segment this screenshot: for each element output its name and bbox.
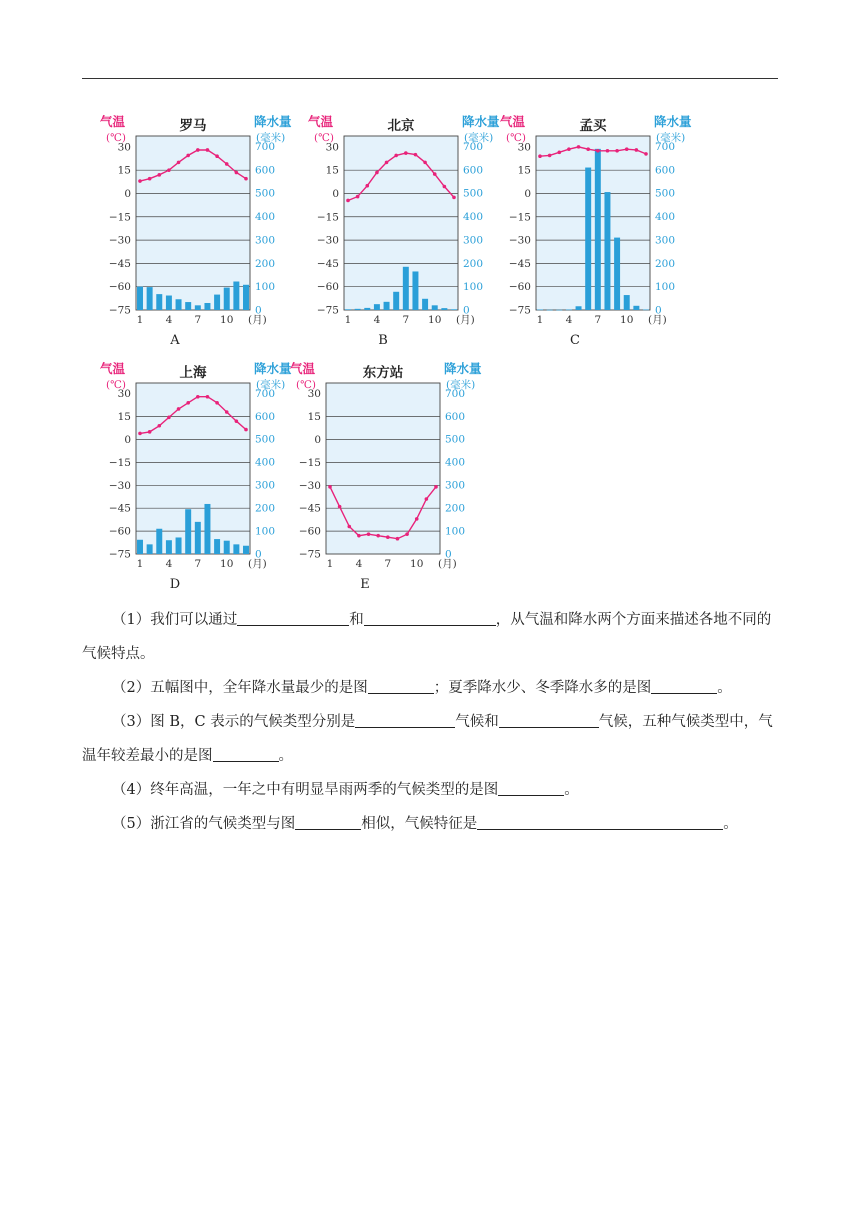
temp-tick-label: 0 [124, 433, 131, 446]
precip-tick-label: 600 [255, 164, 276, 177]
temp-tick-label: −30 [316, 234, 339, 247]
precip-bar [393, 292, 399, 310]
temp-point [596, 149, 600, 153]
question-text: （2）五幅图中，全年降水量最少的是图 [112, 680, 368, 696]
precip-bar [432, 305, 438, 310]
temp-point [328, 485, 332, 489]
temp-point [405, 532, 409, 536]
precip-bar [166, 540, 172, 554]
climate-chart-shanghai [100, 356, 305, 592]
month-unit-label: (月) [438, 558, 457, 570]
precip-tick-label: 700 [463, 141, 484, 154]
precip-bar [147, 287, 153, 310]
temp-tick-label: −15 [316, 211, 339, 224]
temp-tick-label: 15 [307, 411, 321, 424]
plot-panel [536, 136, 650, 310]
precip-tick-label: 300 [655, 234, 676, 247]
month-tick-label: 4 [355, 558, 363, 570]
answer-blank[interactable] [477, 811, 723, 830]
chart-title: 北京 [387, 118, 415, 134]
plot-panel [136, 383, 250, 554]
temp-tick-label: 0 [124, 187, 131, 200]
temp-point [376, 534, 380, 538]
answer-blank[interactable] [364, 607, 496, 626]
precip-tick-label: 400 [463, 211, 484, 224]
precip-tick-label: 600 [463, 164, 484, 177]
precip-tick-label: 700 [255, 141, 276, 154]
temp-point [606, 149, 610, 153]
precip-tick-label: 400 [445, 456, 466, 469]
question-4 [82, 773, 780, 807]
precip-bar [156, 529, 162, 554]
temp-point [167, 168, 171, 172]
climate-chart-mumbai [500, 106, 705, 351]
precip-bar [147, 544, 153, 554]
question-3 [82, 705, 780, 773]
question-text: 气候和 [455, 714, 499, 730]
month-tick-label: 7 [384, 558, 392, 570]
month-tick-label: 4 [165, 558, 173, 570]
temp-point [244, 177, 248, 181]
chart-caption: D [169, 577, 181, 592]
temp-tick-label: 30 [325, 141, 339, 154]
temp-point [615, 149, 619, 153]
temp-point [635, 148, 639, 152]
temp-tick-label: −75 [316, 304, 339, 317]
precip-bar [604, 192, 610, 310]
precip-bar [441, 308, 447, 310]
temp-tick-label: −75 [508, 304, 531, 317]
precip-bar [185, 302, 191, 310]
temp-point [215, 154, 219, 158]
temp-point [186, 401, 190, 405]
precip-bar [214, 539, 220, 554]
precip-bar [137, 540, 143, 554]
precip-tick-label: 0 [655, 304, 662, 317]
temp-point [138, 179, 142, 183]
precip-tick-label: 100 [255, 281, 276, 294]
temp-point [346, 199, 350, 203]
climate-chart-beijing [308, 106, 513, 351]
temp-tick-label: −60 [108, 525, 131, 538]
precip-bar [176, 537, 182, 554]
temp-point [196, 395, 200, 399]
temp-point [347, 525, 351, 529]
temp-tick-label: −60 [298, 525, 321, 538]
month-tick-label: 7 [402, 314, 410, 326]
precip-bar [364, 308, 370, 310]
temp-tick-label: −30 [108, 479, 131, 492]
precip-bar [224, 288, 230, 310]
question-list [82, 603, 780, 841]
temp-tick-label: −60 [508, 281, 531, 294]
chart-title: 东方站 [362, 365, 404, 381]
precip-tick-label: 400 [255, 211, 276, 224]
month-tick-label: 1 [136, 314, 144, 326]
temp-tick-label: −30 [298, 479, 321, 492]
temp-point [394, 154, 398, 158]
temp-tick-label: −45 [108, 502, 131, 515]
temp-point [356, 195, 360, 199]
precip-tick-label: 0 [255, 304, 262, 317]
temp-tick-label: −30 [508, 234, 531, 247]
temp-point [235, 419, 239, 423]
precip-bar [204, 504, 210, 554]
question-1 [82, 603, 780, 671]
precip-bar [412, 271, 418, 310]
temp-tick-label: 0 [314, 433, 321, 446]
precip-tick-label: 500 [255, 187, 276, 200]
temp-tick-label: 15 [117, 411, 131, 424]
precip-axis-title: 降水量 [254, 114, 292, 129]
month-tick-label: 1 [344, 314, 352, 326]
chart-caption: C [570, 333, 580, 348]
temp-tick-label: 30 [517, 141, 531, 154]
precip-tick-label: 500 [655, 187, 676, 200]
precip-axis-title: 降水量 [444, 361, 482, 376]
precip-bar [137, 287, 143, 310]
precip-bar [595, 149, 601, 310]
chart-title: 罗马 [179, 118, 207, 134]
question-text: 相似，气候特征是 [361, 816, 478, 832]
precip-tick-label: 600 [255, 410, 276, 423]
precip-tick-label: 600 [655, 164, 676, 177]
temp-tick-label: 30 [307, 388, 321, 401]
precip-bar [166, 296, 172, 310]
precip-bar [233, 282, 239, 310]
temp-tick-label: −15 [508, 211, 531, 224]
temp-point [414, 153, 418, 157]
precip-bar [176, 299, 182, 310]
temp-point [206, 148, 210, 152]
month-tick-label: 10 [620, 314, 634, 326]
precip-tick-label: 200 [255, 502, 276, 515]
plot-panel [326, 383, 440, 554]
precip-bar [233, 544, 239, 554]
question-text: ；夏季降水少、冬季降水多的是图 [433, 680, 652, 696]
precip-tick-label: 700 [255, 387, 276, 400]
precip-bar [156, 294, 162, 310]
precip-bar [214, 295, 220, 310]
precip-tick-label: 400 [655, 211, 676, 224]
answer-blank[interactable] [355, 709, 455, 728]
month-tick-label: 1 [136, 558, 144, 570]
precip-bar [585, 168, 591, 310]
temp-point [148, 177, 152, 181]
temp-tick-label: 0 [332, 187, 339, 200]
precip-axis-unit: (毫米) [656, 132, 686, 144]
precip-tick-label: 300 [445, 479, 466, 492]
precip-tick-label: 300 [463, 234, 484, 247]
precip-axis-unit: (毫米) [256, 132, 286, 144]
month-tick-label: 7 [594, 314, 602, 326]
question-text: 。 [564, 782, 579, 798]
question-text: （3）图 B，C 表示的气候类型分别是 [112, 714, 356, 730]
precip-axis-unit: (毫米) [464, 132, 494, 144]
temp-point [186, 154, 190, 158]
question-text: ，从气温和降水两个方面来描述各地不同的气候特点。 [82, 612, 772, 662]
temp-tick-label: −15 [298, 456, 321, 469]
temp-axis-title: 气温 [500, 114, 526, 129]
temp-point [577, 145, 581, 149]
chart-caption: B [378, 333, 388, 348]
precip-tick-label: 200 [255, 257, 276, 270]
precip-bar [185, 509, 191, 554]
precip-tick-label: 100 [445, 525, 466, 538]
answer-blank[interactable] [213, 743, 279, 762]
temp-axis-title: 气温 [308, 114, 334, 129]
question-text: 和 [349, 612, 364, 628]
temp-point [177, 161, 181, 165]
temp-point [644, 152, 648, 156]
temp-point [206, 395, 210, 399]
month-unit-label: (月) [456, 314, 475, 326]
temp-point [423, 161, 427, 165]
temp-point [404, 151, 408, 155]
question-text: 。 [717, 680, 732, 696]
month-tick-label: 10 [428, 314, 442, 326]
precip-bar [204, 303, 210, 310]
answer-blank[interactable] [499, 709, 599, 728]
temp-tick-label: −75 [298, 548, 321, 561]
chart-title: 孟买 [579, 118, 607, 134]
temp-point [225, 162, 229, 166]
temp-point [157, 173, 161, 177]
temp-tick-label: 15 [117, 164, 131, 177]
precip-bar [633, 306, 639, 310]
temp-point [215, 401, 219, 405]
precip-bar [345, 309, 351, 310]
temp-tick-label: −60 [108, 281, 131, 294]
question-text: （1）我们可以通过 [112, 612, 238, 628]
precip-tick-label: 100 [655, 281, 676, 294]
temp-point [338, 505, 342, 509]
precip-tick-label: 700 [445, 387, 466, 400]
temp-axis-title: 气温 [290, 361, 316, 376]
temp-axis-unit: (℃) [296, 379, 316, 391]
precip-tick-label: 200 [463, 257, 484, 270]
temp-tick-label: −30 [108, 234, 131, 247]
temp-point [433, 172, 437, 176]
climate-chart-rome [100, 106, 305, 351]
month-tick-label: 4 [565, 314, 573, 326]
temp-axis-unit: (℃) [506, 132, 526, 144]
answer-blank[interactable] [651, 675, 717, 694]
precip-bar [624, 295, 630, 310]
precip-bar [224, 541, 230, 554]
precip-axis-unit: (毫米) [256, 379, 286, 391]
precip-tick-label: 0 [255, 548, 262, 561]
precip-bar [195, 522, 201, 554]
answer-blank[interactable] [295, 811, 361, 830]
precip-tick-label: 700 [655, 141, 676, 154]
precip-tick-label: 0 [445, 548, 452, 561]
temp-axis-unit: (℃) [106, 132, 126, 144]
temp-point [452, 196, 456, 200]
question-text: 。 [723, 816, 738, 832]
temp-point [367, 532, 371, 536]
precip-bar [403, 267, 409, 310]
temp-axis-unit: (℃) [314, 132, 334, 144]
answer-blank[interactable] [368, 675, 434, 694]
temp-point [157, 424, 161, 428]
precip-tick-label: 500 [255, 433, 276, 446]
plot-panel [344, 136, 458, 310]
precip-tick-label: 200 [655, 257, 676, 270]
question-2 [82, 671, 780, 705]
temp-tick-label: 30 [117, 141, 131, 154]
chart-caption: A [170, 333, 180, 348]
temp-tick-label: 30 [117, 388, 131, 401]
temp-point [557, 151, 561, 155]
precip-axis-unit: (毫米) [446, 379, 476, 391]
temp-point [167, 416, 171, 420]
temp-point [177, 407, 181, 411]
answer-blank[interactable] [498, 777, 564, 796]
temp-tick-label: −15 [108, 211, 131, 224]
plot-panel [136, 136, 250, 310]
temp-tick-label: −45 [298, 502, 321, 515]
temp-point [357, 534, 361, 538]
month-tick-label: 10 [220, 314, 234, 326]
temp-tick-label: −45 [316, 257, 339, 270]
temp-tick-label: 15 [325, 164, 339, 177]
question-text: （4）终年高温，一年之中有明显旱雨两季的气候类型的是图 [112, 782, 499, 798]
month-unit-label: (月) [248, 558, 267, 570]
chart-title: 上海 [179, 365, 207, 381]
temp-axis-title: 气温 [100, 361, 126, 376]
precip-tick-label: 600 [445, 410, 466, 423]
precip-tick-label: 500 [445, 433, 466, 446]
precip-tick-label: 200 [445, 502, 466, 515]
temp-tick-label: 0 [524, 187, 531, 200]
temp-point [567, 147, 571, 151]
precip-bar [243, 285, 249, 310]
month-tick-label: 10 [410, 558, 424, 570]
temp-tick-label: −75 [108, 304, 131, 317]
temp-point [385, 161, 389, 165]
precip-tick-label: 500 [463, 187, 484, 200]
temp-tick-label: −45 [508, 257, 531, 270]
precip-bar [537, 310, 543, 311]
precip-bar [384, 302, 390, 310]
temp-point [235, 171, 239, 175]
precip-tick-label: 400 [255, 456, 276, 469]
precip-bar [451, 309, 457, 310]
temp-point [148, 430, 152, 434]
temp-point [138, 432, 142, 436]
question-text: 气候，五种气候类型中，气温年较差最小的是图 [82, 714, 773, 764]
precip-bar [374, 304, 380, 310]
temp-point [625, 147, 629, 151]
precip-bar [243, 546, 249, 554]
question-5 [82, 807, 780, 841]
precip-axis-title: 降水量 [254, 361, 292, 376]
precip-bar [195, 305, 201, 310]
month-unit-label: (月) [248, 314, 267, 326]
month-tick-label: 4 [165, 314, 173, 326]
precip-axis-title: 降水量 [462, 114, 500, 129]
month-tick-label: 10 [220, 558, 234, 570]
temp-tick-label: −75 [108, 548, 131, 561]
temp-point [375, 171, 379, 175]
month-tick-label: 4 [373, 314, 381, 326]
precip-tick-label: 300 [255, 234, 276, 247]
chart-caption: E [360, 577, 370, 592]
temp-tick-label: −60 [316, 281, 339, 294]
precip-bar [566, 310, 572, 311]
temp-axis-unit: (℃) [106, 379, 126, 391]
temp-tick-label: −45 [108, 257, 131, 270]
temp-point [443, 185, 447, 189]
precip-tick-label: 100 [463, 281, 484, 294]
month-tick-label: 7 [194, 558, 202, 570]
temp-tick-label: −15 [108, 456, 131, 469]
precip-tick-label: 0 [463, 304, 470, 317]
precip-bar [614, 238, 620, 310]
temp-point [365, 184, 369, 188]
precip-bar [422, 299, 428, 310]
precip-axis-title: 降水量 [654, 114, 692, 129]
temp-point [425, 497, 429, 501]
month-tick-label: 1 [326, 558, 334, 570]
precip-bar [547, 310, 553, 311]
temp-point [396, 537, 400, 541]
temp-point [538, 154, 542, 158]
precip-bar [556, 310, 562, 311]
temp-point [196, 148, 200, 152]
temp-point [548, 154, 552, 158]
temp-tick-label: 15 [517, 164, 531, 177]
temp-point [434, 485, 438, 489]
precip-bar [643, 310, 649, 311]
temp-point [244, 428, 248, 432]
precip-bar [576, 306, 582, 310]
month-tick-label: 7 [194, 314, 202, 326]
question-text: （5）浙江省的气候类型与图 [112, 816, 296, 832]
climate-chart-vostok [290, 356, 495, 592]
month-unit-label: (月) [648, 314, 667, 326]
header-rule [82, 78, 778, 79]
temp-point [586, 147, 590, 151]
month-tick-label: 1 [536, 314, 544, 326]
temp-point [386, 535, 390, 539]
answer-blank[interactable] [237, 607, 349, 626]
precip-tick-label: 100 [255, 525, 276, 538]
temp-point [415, 517, 419, 521]
precip-tick-label: 300 [255, 479, 276, 492]
temp-point [225, 410, 229, 414]
precip-bar [355, 309, 361, 310]
temp-axis-title: 气温 [100, 114, 126, 129]
question-text: 。 [278, 748, 293, 764]
